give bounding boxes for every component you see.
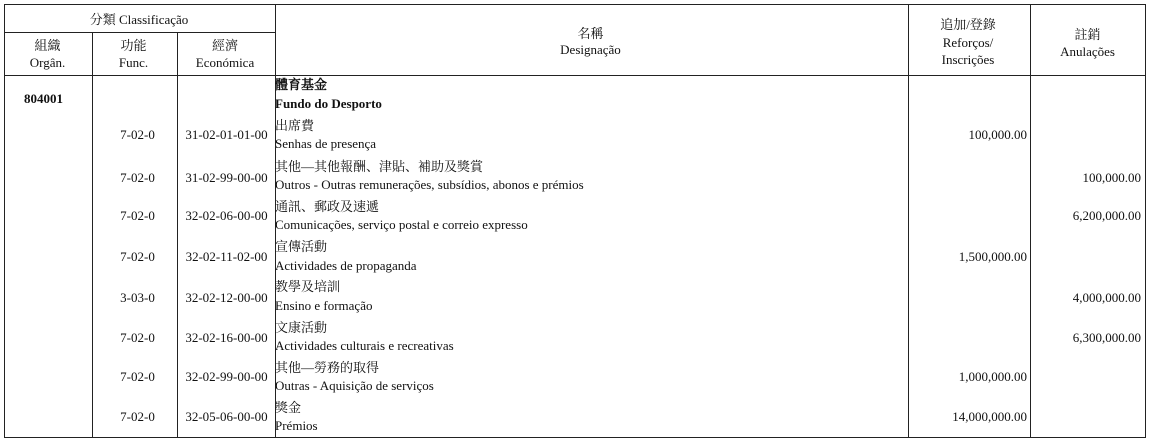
eco-code: 32-05-06-00-00 [185, 409, 268, 424]
designacao-zh: 宣傳活動 [275, 239, 328, 254]
anulacao-value: 100,000.00 [1082, 170, 1141, 185]
anulacao-value: 6,300,000.00 [1072, 330, 1141, 345]
eco-code: 32-02-99-00-00 [185, 369, 268, 384]
eco-code: 32-02-12-00-00 [185, 290, 268, 305]
header-reforcos-pt2: Inscrições [941, 52, 995, 67]
header-func-pt: Func. [118, 55, 149, 70]
func-code: 7-02-0 [120, 249, 155, 264]
section-title-pt: Fundo do Desporto [275, 96, 382, 111]
designacao-pt: Prémios [275, 418, 318, 433]
header-anulacoes-zh: 註銷 [1074, 27, 1101, 42]
designacao-pt: Ensino e formação [275, 298, 373, 313]
designacao-zh: 出席費 [275, 118, 315, 133]
designacao-zh: 獎金 [275, 400, 302, 415]
header-anulacoes-pt: Anulações [1060, 44, 1115, 59]
eco-code: 31-02-99-00-00 [185, 170, 268, 185]
reforco-value: 14,000,000.00 [952, 409, 1027, 424]
header-classificacao: 分類 Classificação [89, 12, 189, 27]
eco-code: 32-02-16-00-00 [185, 330, 268, 345]
reforco-value: 100,000.00 [968, 127, 1027, 142]
anulacao-value: 4,000,000.00 [1072, 290, 1141, 305]
designacao-pt: Outros - Outras remunerações, subsídios, abonos e prémios [275, 177, 584, 192]
eco-code: 31-02-01-01-00 [185, 127, 268, 142]
header-organ-pt: Orgân. [29, 55, 66, 70]
func-code: 7-02-0 [120, 409, 155, 424]
designacao-zh: 文康活動 [275, 320, 328, 335]
reforco-value: 1,000,000.00 [958, 369, 1027, 384]
designacao-pt: Senhas de presença [275, 136, 377, 151]
designacao-zh: 其他—其他報酬、津貼、補助及獎賞 [275, 159, 484, 174]
designacao-pt: Comunicações, serviço postal e correio expresso [275, 217, 528, 232]
col-divider-organ [92, 33, 93, 437]
designacao-pt: Actividades culturais e recreativas [275, 338, 454, 353]
header-designacao-pt: Designação [560, 42, 621, 57]
header-eco-pt: Económica [195, 55, 255, 70]
designacao-zh: 教學及培訓 [275, 279, 341, 294]
func-code: 3-03-0 [120, 290, 155, 305]
eco-code: 32-02-11-02-00 [185, 249, 268, 264]
designacao-zh: 通訊、郵政及速遞 [275, 199, 380, 214]
reforco-value: 1,500,000.00 [958, 249, 1027, 264]
designacao-pt: Outras - Aquisição de serviços [275, 378, 434, 393]
func-code: 7-02-0 [120, 127, 155, 142]
header-func-zh: 功能 [120, 38, 147, 53]
header-organ-zh: 組織 [34, 38, 61, 53]
func-code: 7-02-0 [120, 369, 155, 384]
header-eco-zh: 經濟 [211, 38, 238, 53]
organ-code: 804001 [24, 91, 63, 106]
header-reforcos-pt1: Reforços/ [942, 35, 994, 50]
header-designacao-zh: 名稱 [577, 26, 604, 41]
anulacao-value: 6,200,000.00 [1072, 208, 1141, 223]
header-bottom-line [5, 75, 1146, 76]
header-subdivider [5, 32, 275, 33]
eco-code: 32-02-06-00-00 [185, 208, 268, 223]
designacao-pt: Actividades de propaganda [275, 258, 417, 273]
func-code: 7-02-0 [120, 170, 155, 185]
header-reforcos-zh: 追加/登錄 [940, 17, 996, 32]
designacao-zh: 其他—勞務的取得 [275, 360, 380, 375]
func-code: 7-02-0 [120, 208, 155, 223]
func-code: 7-02-0 [120, 330, 155, 345]
section-title-zh: 體育基金 [275, 77, 328, 92]
